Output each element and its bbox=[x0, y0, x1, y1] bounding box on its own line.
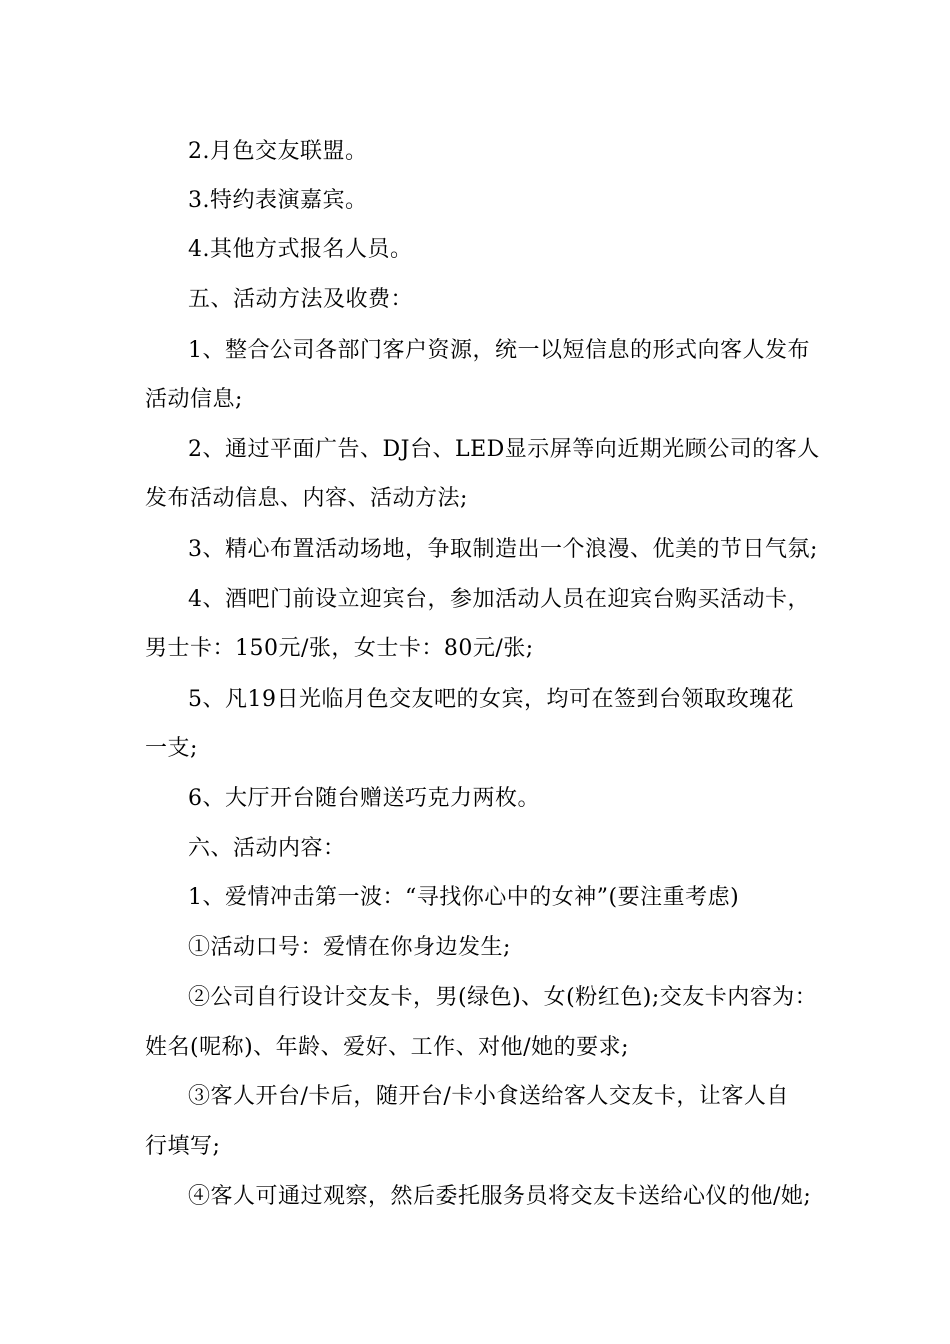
paragraph-line: ②公司自行设计交友卡，男(绿色)、女(粉红色);交友卡内容为： bbox=[188, 985, 818, 1010]
paragraph-line: 活动信息; bbox=[145, 387, 243, 412]
section-heading-5: 五、活动方法及收费： bbox=[188, 287, 414, 312]
paragraph-line: ③客人开台/卡后，随开台/卡小食送给客人交友卡，让客人自 bbox=[188, 1084, 789, 1109]
paragraph-line: 男士卡：150元/张，女士卡：80元/张; bbox=[145, 636, 534, 661]
list-item-2: 2.月色交友联盟。 bbox=[188, 139, 368, 164]
paragraph-line: 4、酒吧门前设立迎宾台，参加活动人员在迎宾台购买活动卡， bbox=[188, 587, 810, 612]
paragraph-line: ①活动口号：爱情在你身边发生; bbox=[188, 935, 511, 960]
paragraph-line: 发布活动信息、内容、活动方法; bbox=[145, 486, 468, 511]
paragraph-line: 3、精心布置活动场地，争取制造出一个浪漫、优美的节日气氛; bbox=[188, 537, 818, 562]
paragraph-line: 1、爱情冲击第一波：“寻找你心中的女神”(要注重考虑) bbox=[188, 885, 740, 910]
paragraph-line: ④客人可通过观察，然后委托服务员将交友卡送给心仪的他/她; bbox=[188, 1184, 812, 1209]
paragraph-line: 1、整合公司各部门客户资源，统一以短信息的形式向客人发布 bbox=[188, 338, 810, 363]
paragraph-line: 2、通过平面广告、DJ台、LED显示屏等向近期光顾公司的客人 bbox=[188, 437, 820, 462]
paragraph-line: 行填写; bbox=[145, 1134, 221, 1159]
paragraph-line: 一支; bbox=[145, 736, 198, 761]
list-item-3: 3.特约表演嘉宾。 bbox=[188, 188, 368, 213]
paragraph-line: 6、大厅开台随台赠送巧克力两枚。 bbox=[188, 786, 540, 811]
section-heading-6: 六、活动内容： bbox=[188, 836, 346, 861]
list-item-4: 4.其他方式报名人员。 bbox=[188, 237, 413, 262]
paragraph-line: 5、凡19日光临月色交友吧的女宾，均可在签到台领取玫瑰花 bbox=[188, 687, 794, 712]
paragraph-line: 姓名(呢称)、年龄、爱好、工作、对他/她的要求; bbox=[145, 1035, 629, 1060]
